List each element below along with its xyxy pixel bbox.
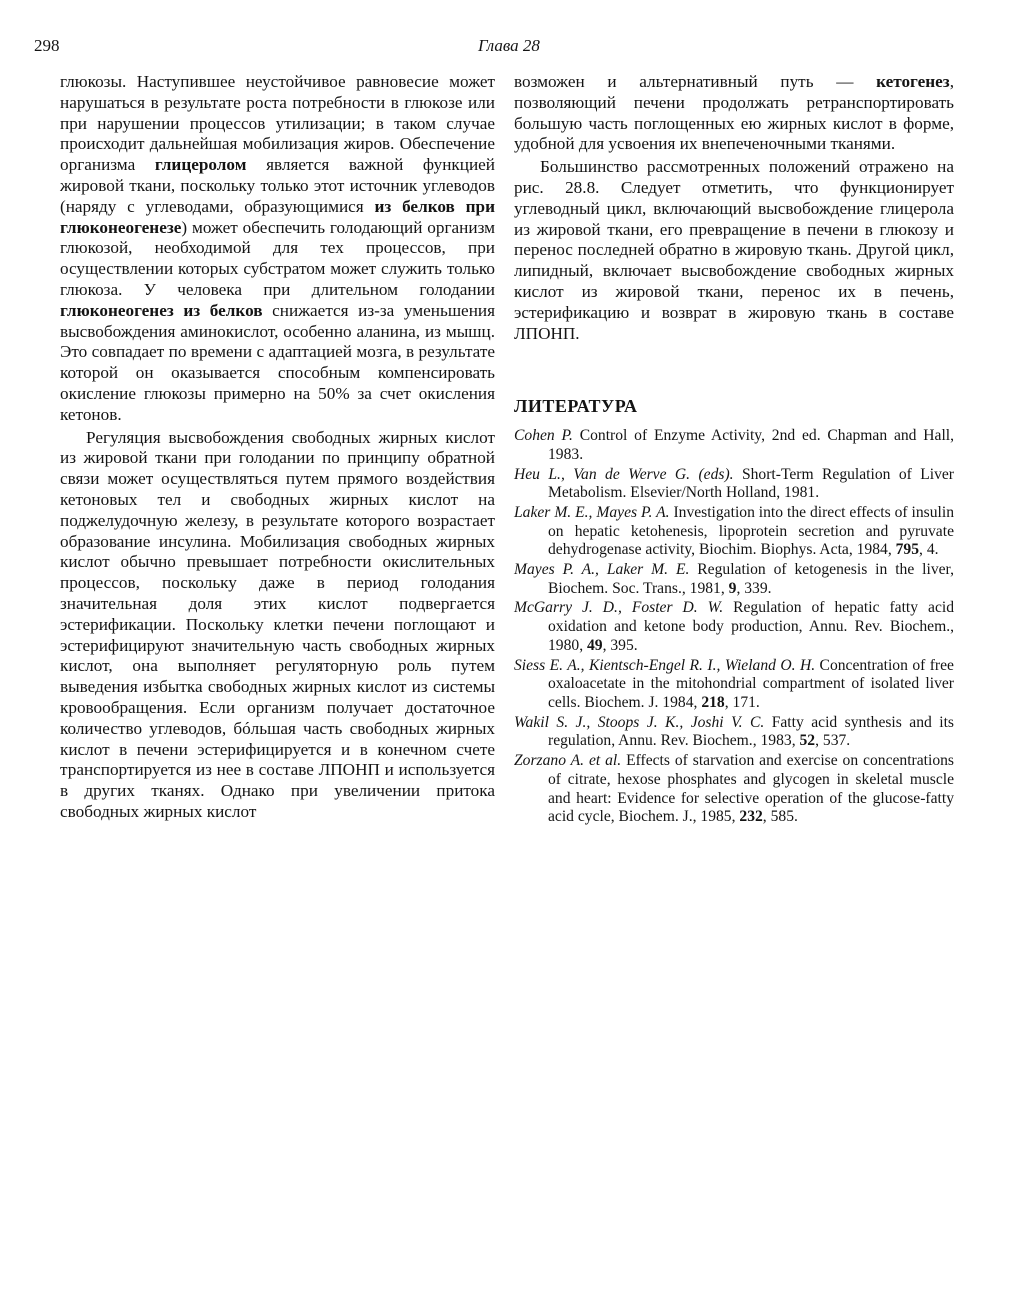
ref-pages: , 171. bbox=[724, 694, 760, 711]
reference-item bbox=[514, 561, 954, 598]
ref-text: Investigation into the direct effects of insulin on hepatic ketohenesis, lipoprotein secretion and pyruvate dehydrogenase activity, Biochim. Biophys. Acta, 1984, bbox=[548, 503, 954, 559]
right-column bbox=[514, 72, 954, 828]
text-run: возможен и альтернативный путь — bbox=[514, 72, 877, 91]
ref-authors: Cohen P. bbox=[514, 427, 573, 445]
ref-authors: McGarry J. D., Foster D. W. bbox=[514, 599, 724, 617]
ref-volume: 218 bbox=[701, 694, 725, 711]
ref-text: Effects of starvation and exercise on concentrations of citrate, hexose phosphates and glycogen in skeletal muscle and heart: Evidence for selective operation of the glucose-fatty acid cycle, Biochem. J., 1985, bbox=[548, 752, 954, 826]
text-run: ) может обеспечить голодающий организм глюкозой, необходимой для тех процессов, при осуществлении которых субстратом может служить только глюкоза. У человека при длительном голодании bbox=[60, 217, 495, 299]
paragraph: Регуляция высвобождения свободных жирных кислот из жировой ткани при голодании по принципу обратной связи может осуществляться путем прямого воздействия кетоновых тел и свободных жирных кислот на поджелудочную железу, в результате которого возрастает образование инсулина. Мобилизация свободных жирных кислот обычно превышает потребности окислительных процессов, поскольку даже в период голодания значительная доля этих кислот подвергается эстерификации. Поскольку клетки печени поглощают и эстерифицируют значительную часть свободных жирных кислот, она выполняет регуляторную роль путем выведения избытка свободных жирных кислот из системы кровообращения. Если организм получает достаточное количество углеводов, бóльшая часть свободных жирных кислот в печени эстерифицируется и в конечном счете транспортируется из нее в составе ЛПОНП и используется в других тканях. Однако при увеличении притока свободных жирных кислот bbox=[60, 427, 495, 821]
ref-authors: Mayes P. A., Laker M. E. bbox=[514, 561, 690, 579]
reference-item bbox=[514, 427, 954, 464]
bold-term: кетогенез bbox=[876, 72, 950, 91]
ref-text: Regulation of ketogenesis in the liver, Biochem. Soc. Trans., 1981, bbox=[548, 561, 955, 597]
text-run: является важной функцией жировой ткани, поскольку только этот источник углеводов (наряду с углеводами, образующимися bbox=[60, 155, 495, 216]
ref-authors: Wakil S. J., Stoops J. K., Joshi V. C. bbox=[514, 713, 765, 731]
text-run: глюкозы. Наступившее неустойчивое равновесие может нарушаться в результате роста потребности в глюкозе или при нарушении процессов утилизации; в таком случае происходит дальнейшая мобилизация жиров. Обеспечение организма bbox=[60, 72, 495, 175]
ref-text: Concentration of free oxaloacetate in the mitohondrial compartment of isolated liver cells. Biochem. J. 1984, bbox=[548, 656, 954, 711]
ref-authors: Siess E. A., Kientsch-Engel R. I., Wieland O. H. bbox=[514, 656, 816, 674]
text-run: , позволяющий печени продолжать ретранспортировать большую часть поглощенных ею жирных кислот в форме, удобной для усвоения их внепеченочными тканями. bbox=[514, 72, 954, 154]
reference-item bbox=[514, 752, 954, 827]
paragraph bbox=[60, 72, 495, 426]
bold-term: глицеролом bbox=[154, 155, 247, 175]
ref-authors: Zorzano A. et al. bbox=[514, 752, 622, 770]
ref-text: Fatty acid synthesis and its regulation, Annu. Rev. Biochem., 1983, bbox=[548, 713, 954, 750]
ref-pages: , 4. bbox=[919, 541, 939, 559]
reference-item bbox=[514, 657, 954, 713]
ref-authors: Heu L., Van de Werve G. (eds). bbox=[514, 465, 734, 483]
ref-volume: 232 bbox=[739, 808, 763, 826]
text-run: снижается из-за уменьшения высвобождения аминокислот, особенно аланина, из мышц. Это совпадает по времени с адаптацией мозга, в результате которой он оказывается способным компенсировать окисление глюкозы примерно на 50% за счет окисления кетонов. bbox=[60, 300, 495, 424]
reference-list bbox=[514, 427, 954, 827]
ref-volume: 795 bbox=[895, 541, 920, 559]
reference-item bbox=[514, 504, 954, 560]
ref-volume: 9 bbox=[728, 579, 737, 597]
literature-heading: ЛИТЕРАТУРА bbox=[514, 396, 638, 417]
ref-pages: , 339. bbox=[736, 579, 772, 597]
reference-item bbox=[514, 466, 954, 503]
page-number: 298 bbox=[34, 36, 60, 55]
ref-text: Short-Term Regulation of Liver Metabolism. Elsevier/North Holland, 1981. bbox=[548, 465, 954, 502]
ref-pages: , 585. bbox=[762, 808, 798, 826]
ref-authors: Laker M. E., Mayes P. A. bbox=[514, 503, 670, 521]
left-column bbox=[60, 72, 495, 823]
ref-text: Control of Enzyme Activity, 2nd ed. Chapman and Hall, 1983. bbox=[548, 427, 955, 463]
reference-item bbox=[514, 714, 954, 751]
bold-term: из белков при глюконеогенезе bbox=[60, 196, 495, 237]
running-head: Глава 28 bbox=[478, 36, 540, 55]
paragraph: Большинство рассмотренных положений отражено на рис. 28.8. Следует отметить, что функционирует углеводный цикл, включающий высвобождение глицерола из жировой ткани, его превращение в печени в глюкозу и перенос последней обратно в жировую ткань. Другой цикл, липидный, включает высвобождение свободных жирных кислот из жировой ткани, перенос их в печень, эстерификацию и возврат в жировую ткань в составе ЛПОНП. bbox=[514, 157, 954, 343]
ref-volume: 49 bbox=[586, 636, 603, 654]
ref-pages: , 395. bbox=[602, 636, 638, 654]
bold-term: глюконеогенез из белков bbox=[60, 300, 263, 320]
ref-volume: 52 bbox=[799, 732, 816, 750]
reference-item bbox=[514, 599, 954, 655]
paragraph bbox=[514, 72, 954, 155]
ref-pages: , 537. bbox=[815, 732, 851, 750]
ref-text: Regulation of hepatic fatty acid oxidation and ketone body production, Annu. Rev. Biochem., 1980, bbox=[548, 599, 954, 654]
